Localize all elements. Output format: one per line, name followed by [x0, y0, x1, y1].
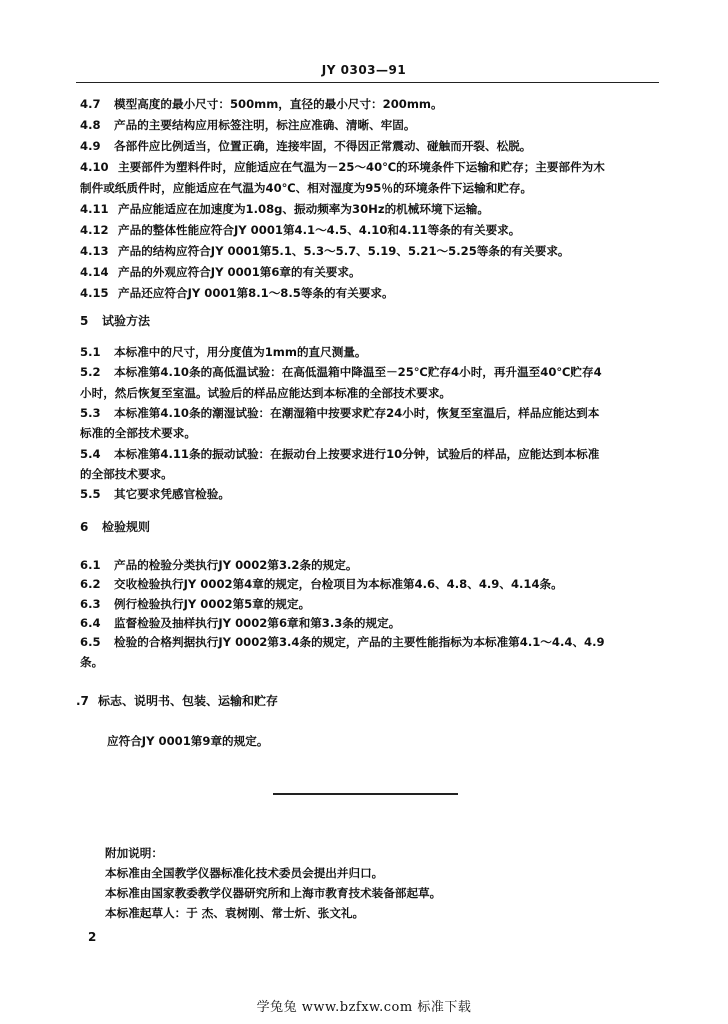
clause-number: 6.1 [80, 558, 101, 572]
clause-number: 5.2 [80, 365, 101, 379]
additional-note-line: 本标准由全国教学仪器标准化技术委员会提出并归口。 [105, 866, 384, 880]
clause-4-8 [80, 117, 415, 133]
clause-5-3 [80, 405, 599, 421]
clause-text: 产品的主要结构应用标签注明，标注应准确、清晰、牢固。 [114, 118, 416, 132]
clause-text: 本标准第4.11条的振动试验：在振动台上按要求进行10分钟，试验后的样品，应能达到本标准 [114, 447, 600, 461]
clause-text: 产品的外观应符合JY 0001第6章的有关要求。 [118, 265, 361, 279]
page-header-code: JY 0303—91 [321, 63, 407, 77]
clause-number: 4.13 [80, 244, 109, 258]
clause-text: 产品的检验分类执行JY 0002第3.2条的规定。 [114, 558, 358, 572]
clause-5-3-continued: 标准的全部技术要求。 [80, 426, 196, 440]
clause-text: 产品应能适应在加速度为1.08g、振动频率为30Hz的机械环境下运输。 [118, 202, 489, 216]
clause-number: 4.9 [80, 139, 101, 153]
clause-text: 例行检验执行JY 0002第5章的规定。 [114, 597, 311, 611]
clause-number: 5.3 [80, 406, 101, 420]
clause-5-2 [80, 364, 602, 380]
clause-text: 检验的合格判据执行JY 0002第3.4条的规定，产品的主要性能指标为本标准第4.1～4.4、4.9 [114, 635, 605, 649]
clause-text: 产品还应符合JY 0001第8.1～8.5等条的有关要求。 [118, 286, 394, 300]
additional-note-line: 本标准由国家教委教学仪器研究所和上海市教育技术装备部起草。 [105, 886, 442, 900]
clause-4-9 [80, 138, 531, 154]
clause-6-5-continued: 条。 [80, 655, 104, 669]
clause-4-13 [80, 243, 570, 259]
clause-5-5 [80, 486, 230, 502]
clause-4-14 [80, 264, 361, 280]
additional-note-line: 本标准起草人：于 杰、袁树刚、常士炘、张文礼。 [105, 906, 365, 920]
footer-watermark: 学兔兔 www.bzfxw.com 标准下载 [256, 1000, 472, 1015]
section-7-body: 应符合JY 0001第9章的规定。 [107, 734, 269, 748]
clause-number: 6.2 [80, 577, 101, 591]
header-rule [76, 82, 659, 83]
section-number: 6 [80, 520, 89, 534]
clause-number: 5.4 [80, 447, 101, 461]
clause-6-4 [80, 615, 400, 631]
clause-5-2-continued: 小时，然后恢复至室温。试验后的样品应能达到本标准的全部技术要求。 [80, 386, 452, 400]
end-of-standard-rule [273, 793, 458, 795]
clause-number: 4.11 [80, 202, 109, 216]
clause-4-15 [80, 285, 394, 301]
page-number: 2 [88, 930, 97, 944]
clause-4-10 [80, 159, 605, 175]
section-number: .7 [76, 694, 89, 708]
clause-number: 6.5 [80, 635, 101, 649]
clause-text: 监督检验及抽样执行JY 0002第6章和第3.3条的规定。 [114, 616, 401, 630]
section-title: 试验方法 [102, 314, 151, 328]
clause-number: 4.14 [80, 265, 109, 279]
clause-number: 5.1 [80, 345, 101, 359]
clause-6-5 [80, 634, 605, 650]
clause-6-2 [80, 576, 563, 592]
clause-number: 6.3 [80, 597, 101, 611]
clause-5-4-continued: 的全部技术要求。 [80, 467, 173, 481]
clause-text: 各部件应比例适当，位置正确，连接牢固，不得因正常震动、碰触而开裂、松脱。 [114, 139, 532, 153]
section-6-heading [80, 518, 150, 535]
clause-4-10-continued: 制件或纸质件时，应能适应在气温为40℃、相对湿度为95％的环境条件下运输和贮存。 [80, 181, 533, 195]
section-7-heading [76, 692, 278, 709]
clause-4-11 [80, 201, 489, 217]
clause-text: 交收检验执行JY 0002第4章的规定，台检项目为本标准第4.6、4.8、4.9、4.14条。 [114, 577, 563, 591]
clause-number: 5.5 [80, 487, 101, 501]
section-title: 标志、说明书、包装、运输和贮存 [98, 694, 279, 708]
clause-text: 本标准第4.10条的高低温试验：在高低温箱中降温至－25℃贮存4小时，再升温至40℃贮存4 [114, 365, 602, 379]
clause-text: 其它要求凭感官检验。 [114, 487, 230, 501]
section-title: 检验规则 [102, 520, 151, 534]
clause-text: 产品的整体性能应符合JY 0001第4.1～4.5、4.10和4.11等条的有关要求。 [118, 223, 521, 237]
clause-number: 4.12 [80, 223, 109, 237]
clause-6-1 [80, 557, 357, 573]
clause-text: 主要部件为塑料件时，应能适应在气温为－25～40℃的环境条件下运输和贮存；主要部件为木 [118, 160, 605, 174]
clause-4-7 [80, 96, 443, 112]
clause-number: 4.7 [80, 97, 101, 111]
clause-text: 本标准第4.10条的潮湿试验：在潮湿箱中按要求贮存24小时，恢复至室温后，样品应能达到本 [114, 406, 600, 420]
clause-number: 4.15 [80, 286, 109, 300]
clause-text: 本标准中的尺寸，用分度值为1mm的直尺测量。 [114, 345, 367, 359]
clause-4-12 [80, 222, 520, 238]
additional-notes-title: 附加说明： [105, 846, 163, 860]
clause-5-4 [80, 446, 599, 462]
clause-number: 4.8 [80, 118, 101, 132]
clause-number: 4.10 [80, 160, 109, 174]
clause-number: 6.4 [80, 616, 101, 630]
clause-text: 产品的结构应符合JY 0001第5.1、5.3～5.7、5.19、5.21～5.25等条的有关要求。 [118, 244, 570, 258]
clause-6-3 [80, 596, 310, 612]
section-5-heading [80, 312, 150, 329]
section-number: 5 [80, 314, 89, 328]
clause-text: 模型高度的最小尺寸：500mm，直径的最小尺寸：200mm。 [114, 97, 443, 111]
clause-5-1 [80, 344, 367, 360]
